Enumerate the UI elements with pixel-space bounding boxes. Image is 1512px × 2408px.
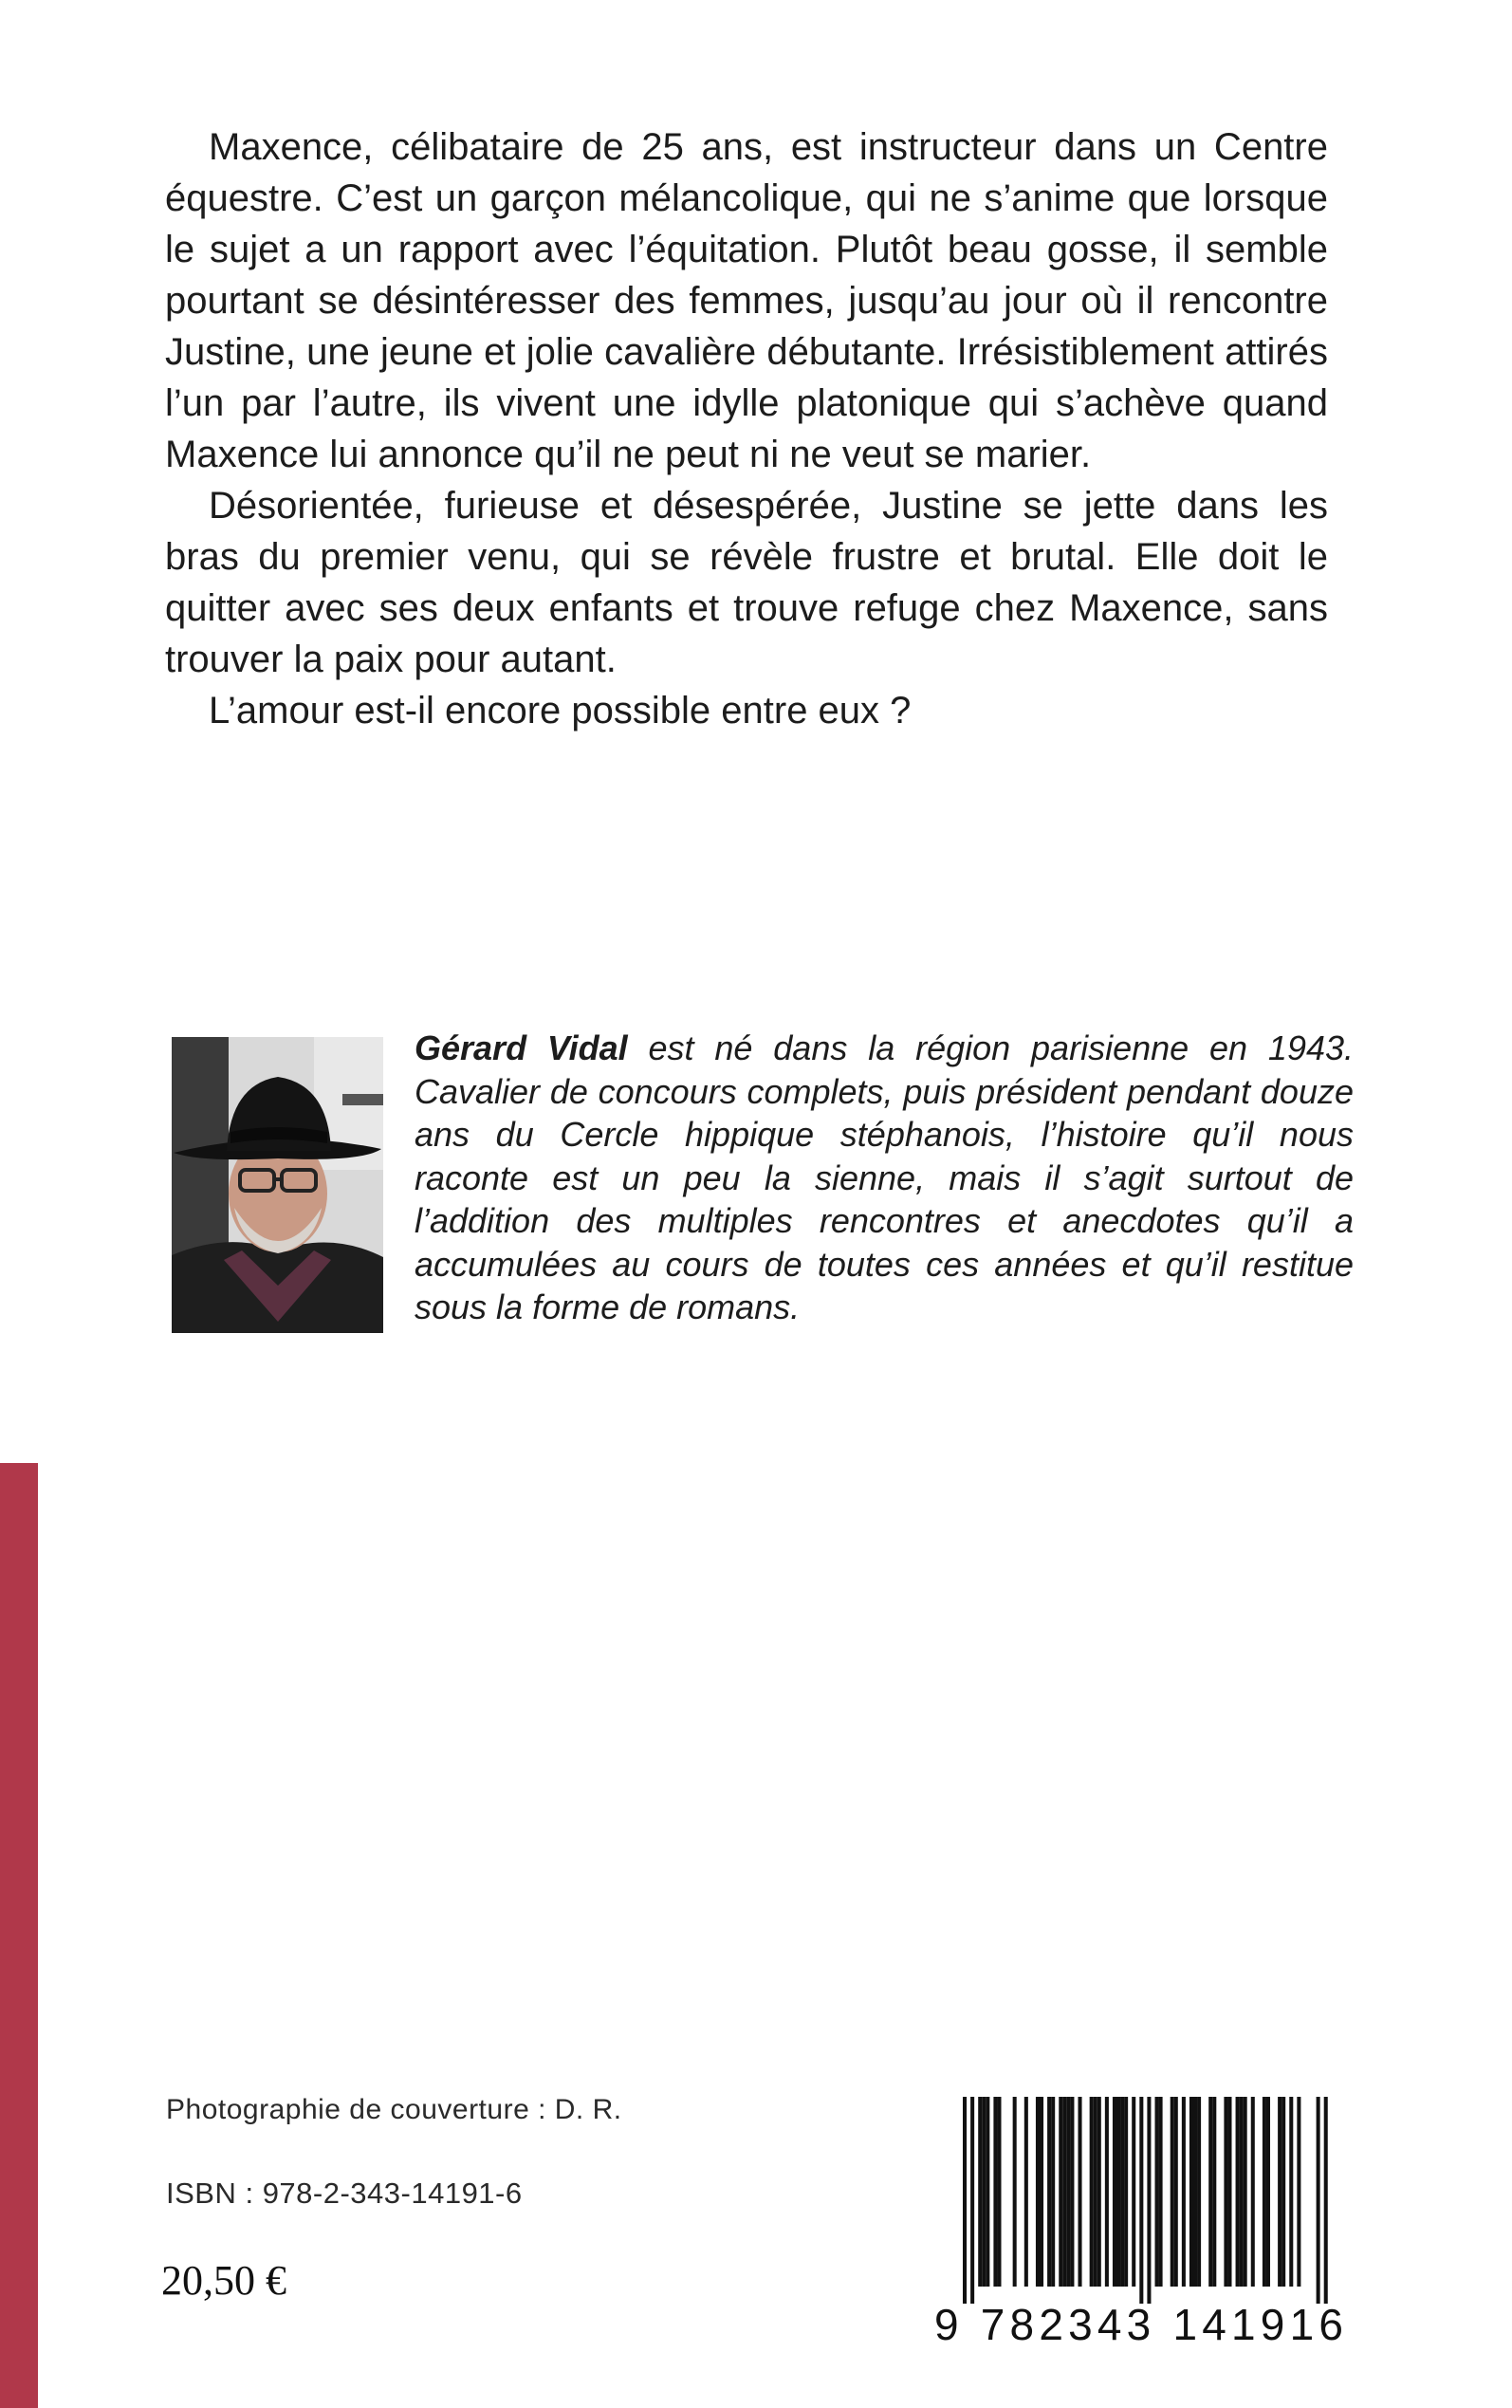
- barcode-bar: [1240, 2097, 1244, 2287]
- barcode-bar: [1097, 2097, 1101, 2287]
- barcode-bar: [1289, 2097, 1293, 2287]
- barcode-bar: [1324, 2097, 1328, 2304]
- barcode-bar: [1124, 2097, 1128, 2287]
- barcode-bar: [1159, 2097, 1163, 2287]
- barcode-bar: [1132, 2097, 1135, 2287]
- barcode-bar: [1105, 2097, 1109, 2287]
- barcode-bar: [1236, 2097, 1240, 2287]
- barcode-bar: [1147, 2097, 1151, 2304]
- barcode-bar: [993, 2097, 997, 2287]
- barcode-bar: [1227, 2097, 1231, 2287]
- barcode-bar: [1120, 2097, 1124, 2287]
- barcode-bar: [1224, 2097, 1227, 2287]
- author-photo: [172, 1037, 383, 1333]
- author-bio: [415, 1027, 1354, 1329]
- barcode-bar: [1297, 2097, 1300, 2287]
- barcode-bar: [1317, 2097, 1320, 2304]
- barcode-bar: [1263, 2097, 1266, 2287]
- barcode-bar: [1171, 2097, 1174, 2287]
- barcode-bar: [1174, 2097, 1178, 2287]
- barcode-bar: [1051, 2097, 1055, 2287]
- barcode-bar: [1024, 2097, 1028, 2287]
- blurb-paragraph-2: Désorientée, furieuse et désespérée, Justine se jette dans les bras du premier venu, qui se révèle frustre et brutal. Elle doit le quitter avec ses deux enfants et trouve refuge chez Maxence, sans trouver la paix pour autant.: [165, 485, 1328, 680]
- barcode-bar: [1282, 2097, 1285, 2287]
- blurb-paragraph-3: L’amour est-il encore possible entre eux ?: [209, 690, 912, 732]
- isbn: ISBN : 978-2-343-14191-6: [166, 2176, 523, 2210]
- barcode-bar: [1059, 2097, 1062, 2287]
- back-cover-blurb: [165, 121, 1328, 736]
- barcode-bar: [1036, 2097, 1040, 2287]
- price: 20,50 €: [161, 2257, 286, 2304]
- barcode-bar: [1090, 2097, 1094, 2287]
- photo-credit: Photographie de couverture : D. R.: [166, 2094, 622, 2125]
- barcode-bar: [1062, 2097, 1066, 2287]
- author-portrait-illustration: [172, 1037, 383, 1333]
- barcode-bar: [1047, 2097, 1051, 2287]
- barcode-bar: [1113, 2097, 1116, 2287]
- barcode-digits: 9 782343 141916: [934, 2300, 1349, 2349]
- barcode-bar: [1251, 2097, 1255, 2287]
- barcode-bar: [1197, 2097, 1201, 2287]
- barcode-bar: [1212, 2097, 1216, 2287]
- isbn-barcode: [934, 2097, 1375, 2372]
- barcode-bar: [1208, 2097, 1212, 2287]
- barcode-bar: [1040, 2097, 1043, 2287]
- barcode-bar: [970, 2097, 974, 2304]
- barcode-bars: [934, 2097, 1375, 2304]
- barcode-bar: [1193, 2097, 1197, 2287]
- barcode-bar: [982, 2097, 986, 2287]
- barcode-bar: [1244, 2097, 1247, 2287]
- barcode-bar: [978, 2097, 982, 2287]
- barcode-bar: [1266, 2097, 1270, 2287]
- barcode-bar: [1182, 2097, 1186, 2287]
- author-name: Gérard Vidal: [415, 1028, 628, 1067]
- barcode-bar: [1079, 2097, 1082, 2287]
- barcode-bar: [997, 2097, 1001, 2287]
- barcode-bar: [1139, 2097, 1143, 2304]
- barcode-bar: [1278, 2097, 1282, 2287]
- blurb-paragraph-1: Maxence, célibataire de 25 ans, est instructeur dans un Centre équestre. C’est un garçon mélancolique, qui ne s’anime que lorsque le sujet a un rapport avec l’équitation. Plutôt beau gosse, il semble pourtant se désintéresser des femmes, jusqu’au jour où il rencontre Justine, une jeune et jolie cavalière débutante. Irrésistiblement attirés l’un par l’autre, ils vivent une idylle platonique qui s’achève quand Maxence lui annonce qu’il ne peut ni ne veut se marier.: [165, 126, 1328, 475]
- accent-stripe: [0, 1463, 38, 2408]
- barcode-bar: [1094, 2097, 1097, 2287]
- barcode-bar: [986, 2097, 989, 2287]
- barcode-bar: [1116, 2097, 1120, 2287]
- barcode-bar: [1013, 2097, 1017, 2287]
- barcode-bar: [1155, 2097, 1159, 2287]
- barcode-bar: [963, 2097, 967, 2304]
- barcode-bar: [1070, 2097, 1074, 2287]
- author-bio-text: est né dans la région parisienne en 1943. Cavalier de concours complets, puis président pendant douze ans du Cercle hippique stéphanois, l’histoire qu’il nous raconte est un peu la sienne, mais il s’agit surtout de l’addition des multiples rencontres et anecdotes qu’il a accumulées au cours de toutes ces années et qu’il restitue sous la forme de romans.: [415, 1028, 1355, 1326]
- barcode-bar: [1189, 2097, 1193, 2287]
- barcode-bar: [1066, 2097, 1070, 2287]
